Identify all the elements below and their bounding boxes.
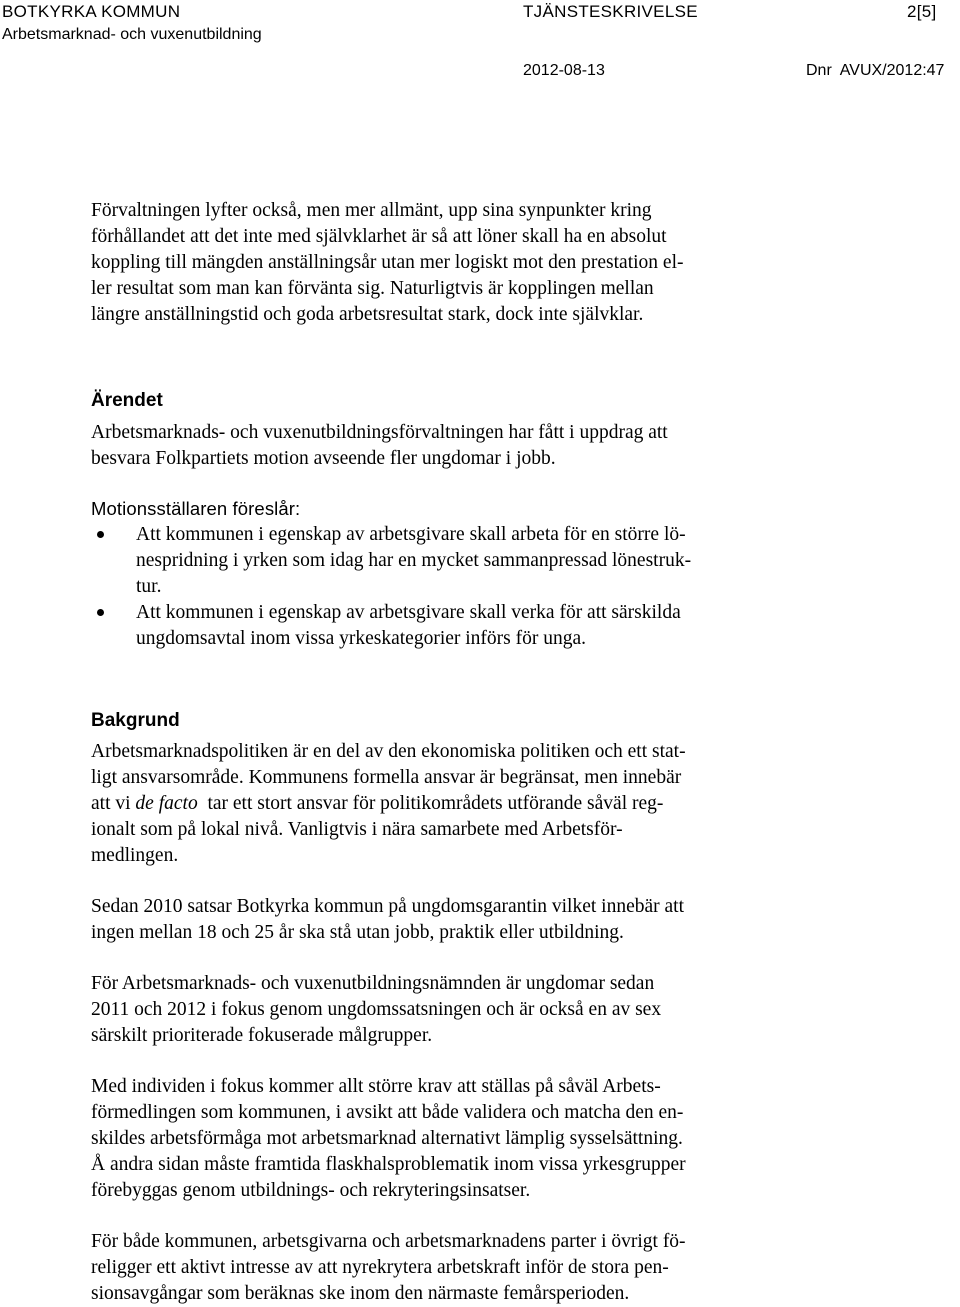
text-line: tur. — [136, 576, 162, 597]
text-line: religger ett aktivt intresse av att nyrekrytera arbetskraft inför de stora pen- — [91, 1257, 669, 1278]
bakgrund-paragraph-4 — [91, 1074, 813, 1204]
text-line: Att kommunen i egenskap av arbetsgivare skall verka för att särskilda — [136, 602, 681, 623]
text-line: nespridning i yrken som idag har en mycket sammanpressad lönestruk- — [136, 550, 692, 571]
document-body — [91, 198, 813, 1307]
text-line: förmedlingen som kommunen, i avsikt att både validera och matcha den en- — [91, 1102, 684, 1123]
bakgrund-paragraph-5 — [91, 1229, 813, 1307]
document-date: 2012-08-13 — [523, 62, 605, 79]
text-line-end: tar ett stort ansvar för politikområdets utförande såväl reg- — [197, 793, 664, 814]
text-line: besvara Folkpartiets motion avseende fler ungdomar i jobb. — [91, 448, 556, 469]
list-item — [91, 600, 813, 652]
bullet-icon — [97, 609, 104, 616]
text-line-start: att vi — [91, 793, 136, 814]
document-dnr: Dnr AVUX/2012:47 — [806, 62, 945, 79]
emphasis-de-facto: de facto — [135, 793, 198, 814]
motion-intro: Motionsställaren föreslår: — [91, 498, 301, 519]
text-line: skildes arbetsförmåga mot arbetsmarknad alternativt lämplig sysselsättning. — [91, 1128, 683, 1149]
text-line: För Arbetsmarknads- och vuxenutbildningsnämnden är ungdomar sedan — [91, 973, 655, 994]
text-line: ligt ansvarsområde. Kommunens formella ansvar är begränsat, men innebär — [91, 767, 682, 788]
document-type: TJÄNSTESKRIVELSE — [523, 2, 698, 21]
text-line: ler resultat som man kan förvänta sig. Naturligtvis är kopplingen mellan — [91, 278, 654, 299]
text-line: särskilt prioriterade fokuserade målgrupper. — [91, 1025, 433, 1046]
text-line: Förvaltningen lyfter också, men mer allmänt, upp sina synpunkter kring — [91, 200, 652, 221]
text-line: sionsavgångar som beräknas ske inom den närmaste femårsperioden. — [91, 1283, 630, 1304]
intro-paragraph — [91, 198, 813, 328]
bullet-icon — [97, 531, 104, 538]
text-line: förhållandet att det inte med självklarhet är så att löner skall ha en absolut — [91, 226, 667, 247]
text-line: medlingen. — [91, 845, 179, 866]
text-line: ionalt som på lokal nivå. Vanligtvis i nära samarbete med Arbetsför- — [91, 819, 623, 840]
text-line: Å andra sidan måste framtida flaskhalsproblematik inom vissa yrkesgrupper — [91, 1154, 686, 1175]
bakgrund-paragraph-1 — [91, 739, 813, 869]
text-line: förebyggas genom utbildnings- och rekryteringsinsatser. — [91, 1180, 531, 1201]
text-line: Arbetsmarknads- och vuxenutbildningsförvaltningen har fått i uppdrag att — [91, 422, 668, 443]
arendet-paragraph — [91, 420, 813, 472]
bakgrund-paragraph-2 — [91, 894, 813, 946]
text-line: ungdomsavtal inom vissa yrkeskategorier införs för unga. — [136, 628, 587, 649]
bakgrund-paragraph-3 — [91, 971, 813, 1049]
org-name: BOTKYRKA KOMMUN — [2, 2, 181, 21]
text-line: Arbetsmarknadspolitiken är en del av den ekonomiska politiken och ett stat- — [91, 741, 686, 762]
text-line: Sedan 2010 satsar Botkyrka kommun på ungdomsgarantin vilket innebär att — [91, 896, 685, 917]
text-line: Med individen i fokus kommer allt större krav att ställas på såväl Arbets- — [91, 1076, 661, 1097]
text-line: längre anställningstid och goda arbetsresultat stark, dock inte självklar. — [91, 304, 644, 325]
section-heading-bakgrund: Bakgrund — [91, 710, 180, 731]
text-line: 2011 och 2012 i fokus genom ungdomssatsningen och är också en av sex — [91, 999, 662, 1020]
department-name: Arbetsmarknad- och vuxenutbildning — [2, 26, 262, 43]
text-line: Att kommunen i egenskap av arbetsgivare skall arbeta för en större lö- — [136, 524, 686, 545]
text-line: För både kommunen, arbetsgivarna och arbetsmarknadens parter i övrigt fö- — [91, 1231, 686, 1252]
motion-proposals-list — [91, 522, 813, 652]
list-item — [91, 522, 813, 600]
page-number: 2[5] — [907, 2, 937, 21]
text-line: ingen mellan 18 och 25 år ska stå utan jobb, praktik eller utbildning. — [91, 922, 624, 943]
section-heading-arendet: Ärendet — [91, 390, 163, 411]
text-line: koppling till mängden anställningsår utan mer logiskt mot den prestation el- — [91, 252, 684, 273]
